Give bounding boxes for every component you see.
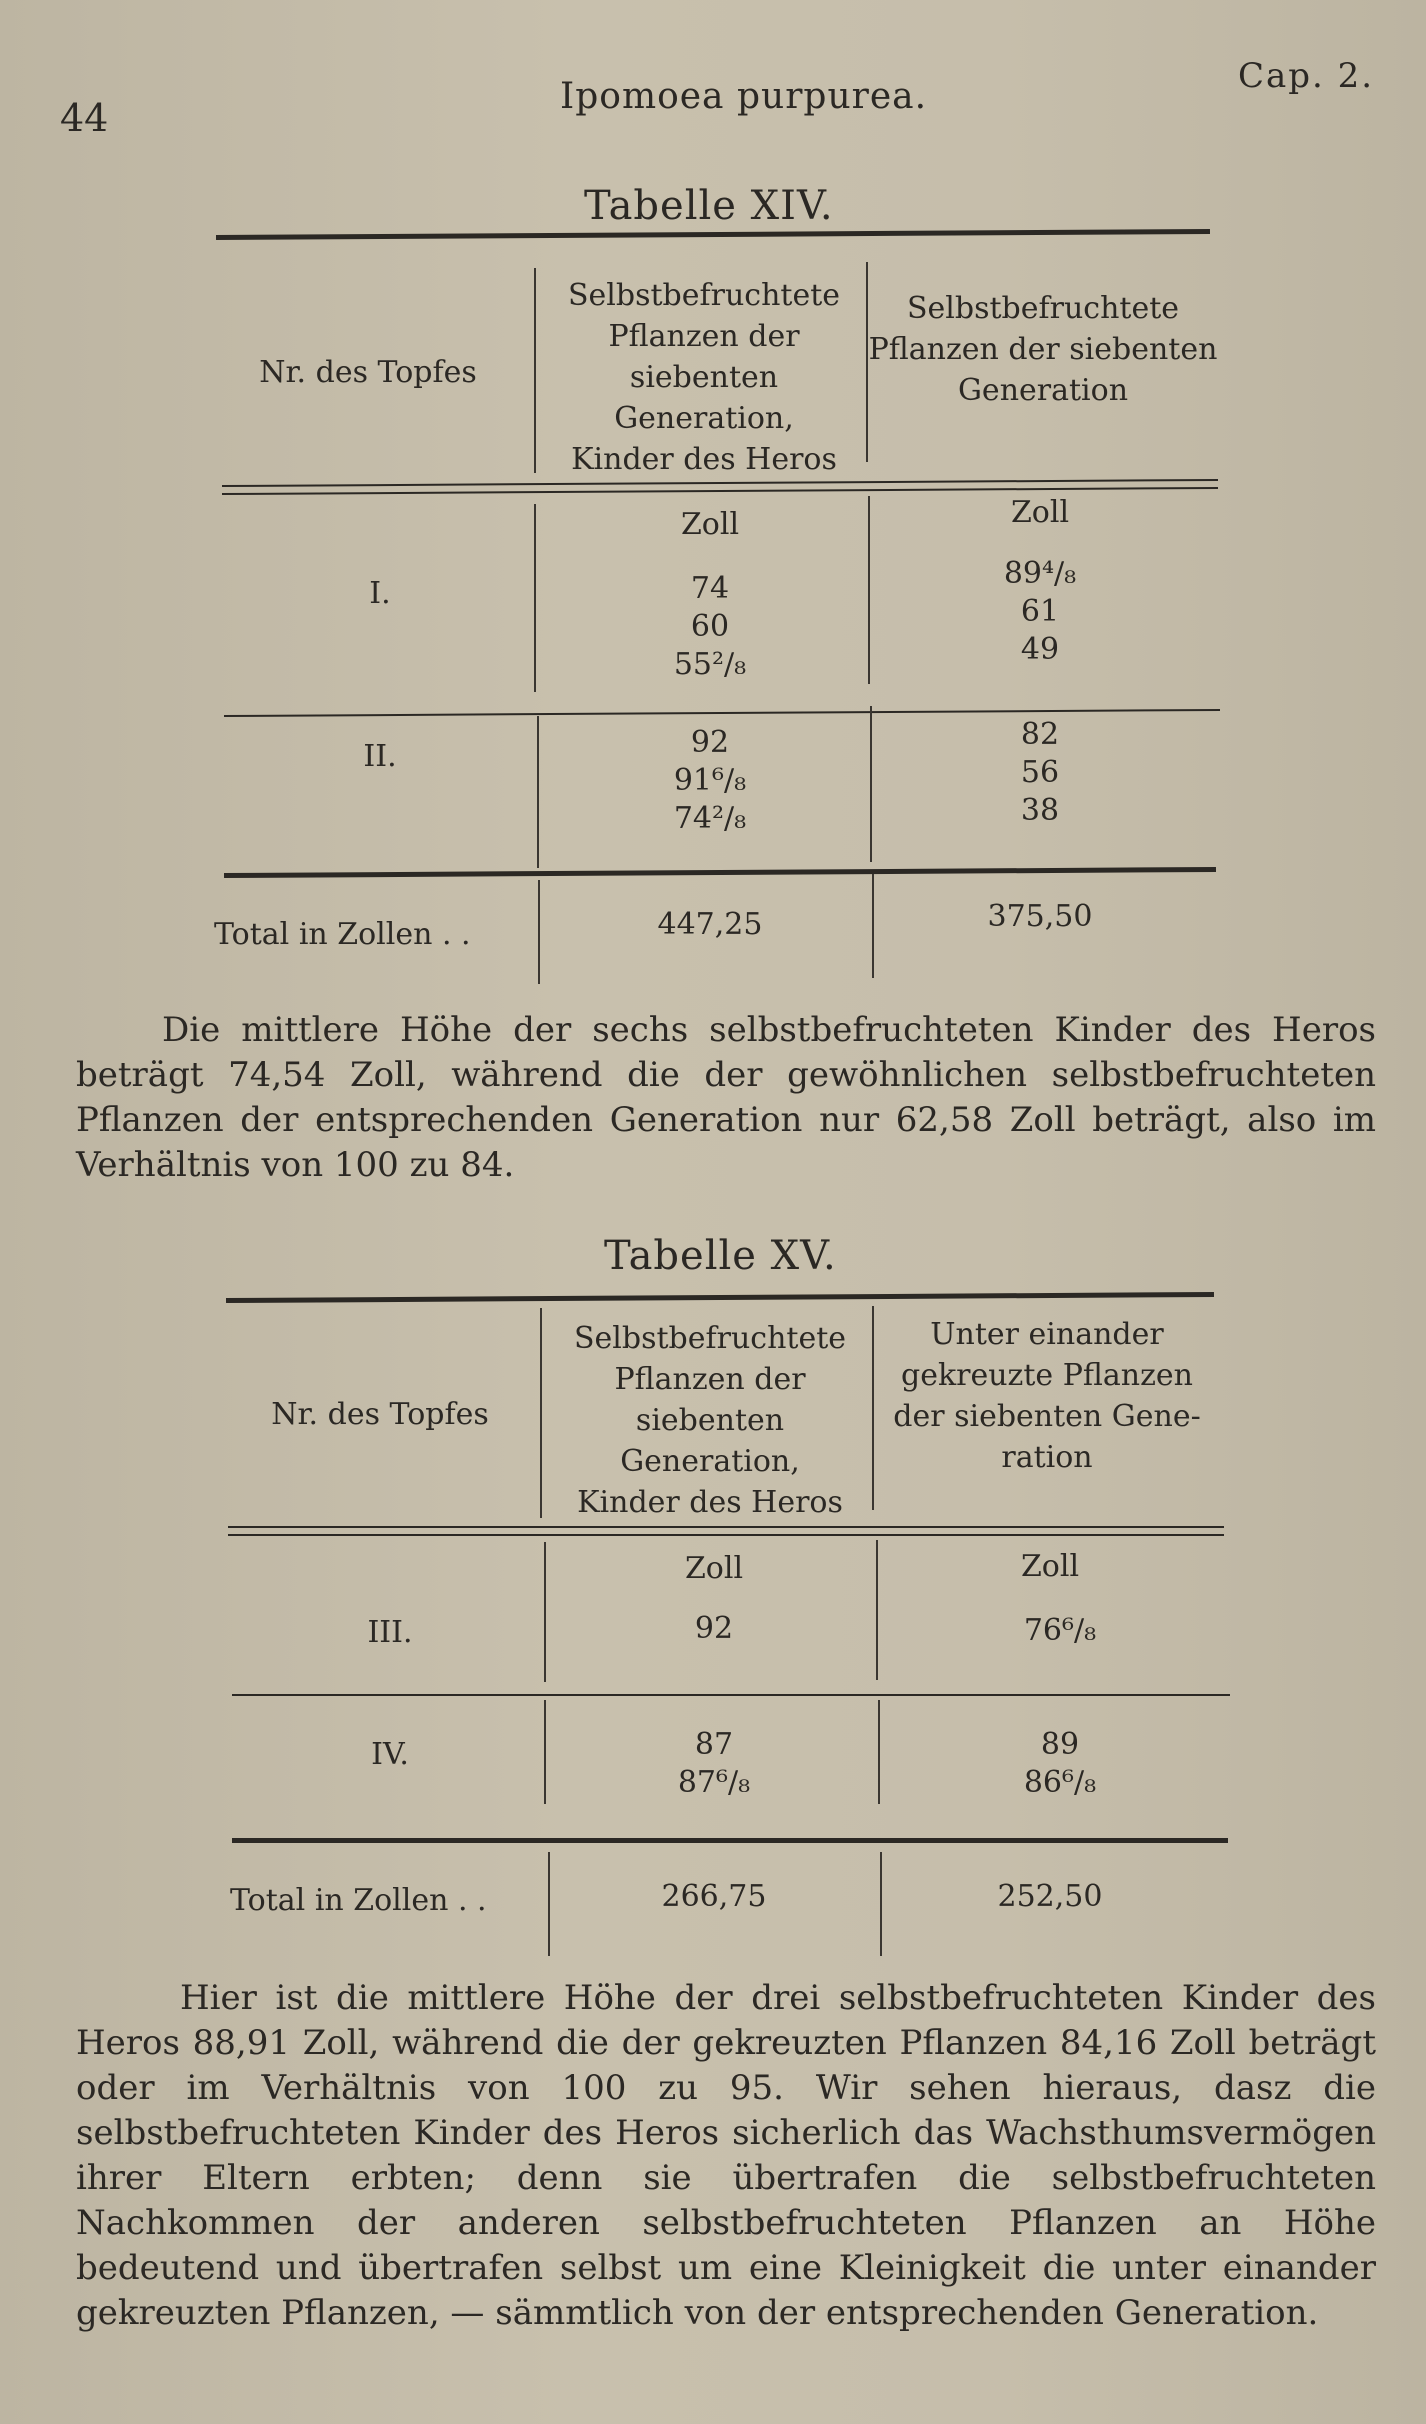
table15-body-divider-1 bbox=[544, 1542, 546, 1682]
table15-header-divider-2 bbox=[872, 1306, 874, 1510]
table14-caption: Tabelle XIV. bbox=[584, 183, 834, 229]
table14-col3-values bbox=[930, 555, 1150, 669]
table-cell: 86⁶/₈ bbox=[1023, 1765, 1097, 1800]
table15-top-rule bbox=[226, 1292, 1214, 1303]
running-title: Ipomoea purpurea. bbox=[560, 76, 928, 117]
table15-unit-col3: Zoll bbox=[1020, 1549, 1080, 1584]
running-head bbox=[0, 56, 1426, 140]
table15-header-double-rule-a bbox=[228, 1526, 1224, 1528]
table14-col2-values bbox=[600, 724, 820, 838]
table14-unit-col2: Zoll bbox=[680, 507, 740, 542]
table15-col2-values bbox=[604, 1726, 824, 1802]
table-cell: 87 bbox=[694, 1727, 734, 1762]
table14-unit-col3: Zoll bbox=[1010, 495, 1070, 530]
table-cell: 92 bbox=[690, 725, 730, 760]
table14-total-rule bbox=[224, 867, 1216, 878]
table15-col3-values bbox=[950, 1612, 1170, 1650]
table15-body-divider-2 bbox=[878, 1700, 880, 1804]
table15-total-label: Total in Zollen . . bbox=[230, 1883, 487, 1918]
page-number: 44 bbox=[60, 96, 109, 140]
table-cell: 61 bbox=[1020, 594, 1060, 629]
table14-col1-header: Nr. des Topfes bbox=[259, 355, 477, 390]
table15-row-label: IV. bbox=[371, 1737, 409, 1772]
table14-row-label: II. bbox=[363, 739, 397, 774]
table-cell: 82 bbox=[1020, 717, 1060, 752]
table14-col3-header: Selbstbefruchtete Pflanzen der siebenten Generation bbox=[868, 291, 1218, 408]
table15-caption: Tabelle XV. bbox=[604, 1233, 837, 1279]
table14-row-label: I. bbox=[369, 576, 391, 611]
table14-header-divider-1 bbox=[534, 268, 536, 473]
table14-total-label: Total in Zollen . . bbox=[214, 917, 471, 952]
table15-col3-header: Unter einander gekreuzte Pflanzen der siebenten Gene- ration bbox=[893, 1317, 1201, 1475]
table14-body-divider-1 bbox=[537, 716, 539, 868]
table15-total-divider-1 bbox=[548, 1852, 550, 1956]
table15-header-divider-1 bbox=[540, 1308, 542, 1518]
chapter-label: Cap. 2. bbox=[1238, 56, 1375, 96]
table14-body-divider-1 bbox=[534, 504, 536, 692]
table14-header-double-rule-a bbox=[222, 479, 1218, 487]
table14-col2-header: Selbstbefruchtete Pflanzen der siebenten Generation, Kinder des Heros bbox=[567, 278, 841, 477]
table-cell: 87⁶/₈ bbox=[677, 1765, 751, 1800]
table14-total-divider-1 bbox=[538, 880, 540, 984]
table14-top-rule bbox=[216, 229, 1210, 240]
table15-body-divider-2 bbox=[876, 1540, 878, 1680]
table15-col1-header: Nr. des Topfes bbox=[271, 1397, 489, 1432]
table14-col3-values bbox=[930, 716, 1150, 830]
table-cell: 74²/₈ bbox=[673, 801, 747, 836]
table-cell: 38 bbox=[1020, 793, 1060, 828]
table15-total-col3: 252,50 bbox=[997, 1879, 1103, 1914]
table15-unit-col2: Zoll bbox=[684, 1551, 744, 1586]
table-cell: 55²/₈ bbox=[673, 647, 747, 682]
table15-total-rule bbox=[232, 1838, 1228, 1843]
paragraph-1: Die mittlere Höhe der sechs selbstbefruchteten Kinder des Heros beträgt 74,54 Zoll, während die der gewöhnlichen selbstbefruchteten Pflanzen der entsprechenden Generation nur 62,58 Zoll beträgt, also im Verhältnis von 100 zu 84. bbox=[76, 1010, 1376, 1185]
table-cell: 89 bbox=[1040, 1727, 1080, 1762]
table-cell: 49 bbox=[1020, 632, 1060, 667]
table15-col3-values bbox=[950, 1726, 1170, 1802]
table-cell: 74 bbox=[690, 571, 730, 606]
table15-header-double-rule-b bbox=[228, 1534, 1224, 1536]
table14-body-divider-2 bbox=[870, 706, 872, 862]
table14-total-col3: 375,50 bbox=[987, 899, 1093, 934]
table-cell: 60 bbox=[690, 609, 730, 644]
table-cell: 56 bbox=[1020, 755, 1060, 790]
table14-total-col2: 447,25 bbox=[657, 907, 763, 942]
table-cell: 89⁴/₈ bbox=[1003, 556, 1077, 591]
table15-col2-values bbox=[604, 1610, 824, 1648]
table15-total-col2: 266,75 bbox=[661, 1879, 767, 1914]
table15-total-divider-2 bbox=[880, 1852, 882, 1956]
table15-group-rule bbox=[232, 1694, 1230, 1696]
table-cell: 76⁶/₈ bbox=[1023, 1613, 1097, 1648]
table15-col2-header: Selbstbefruchtete Pflanzen der siebenten Generation, Kinder des Heros bbox=[573, 1321, 847, 1520]
table14-total-divider-2 bbox=[872, 874, 874, 978]
table15-body-divider-1 bbox=[544, 1700, 546, 1804]
table14-header-divider-2 bbox=[866, 262, 868, 462]
table14-body-divider-2 bbox=[868, 496, 870, 684]
table14-col2-values bbox=[600, 570, 820, 684]
table15-row-label: III. bbox=[367, 1615, 413, 1650]
table-cell: 92 bbox=[694, 1611, 734, 1646]
table-cell: 91⁶/₈ bbox=[673, 763, 747, 798]
paragraph-2: Hier ist die mittlere Höhe der drei selbstbefruchteten Kinder des Heros 88,91 Zoll, während die der gekreuzten Pflanzen 84,16 Zoll beträgt oder im Verhältnis von 100 zu 95. Wir sehen hieraus, dasz die selbstbefruchteten Kinder des Heros sicherlich das Wachsthumsvermögen ihrer Eltern erbten; denn sie übertrafen die selbstbefruchteten Nachkommen der anderen selbstbefruchteten Pflanzen an Höhe bedeutend und übertrafen selbst um eine Kleinigkeit die unter einander gekreuzten Pflanzen, — sämmtlich von der entsprechenden Generation. bbox=[76, 1978, 1376, 2333]
